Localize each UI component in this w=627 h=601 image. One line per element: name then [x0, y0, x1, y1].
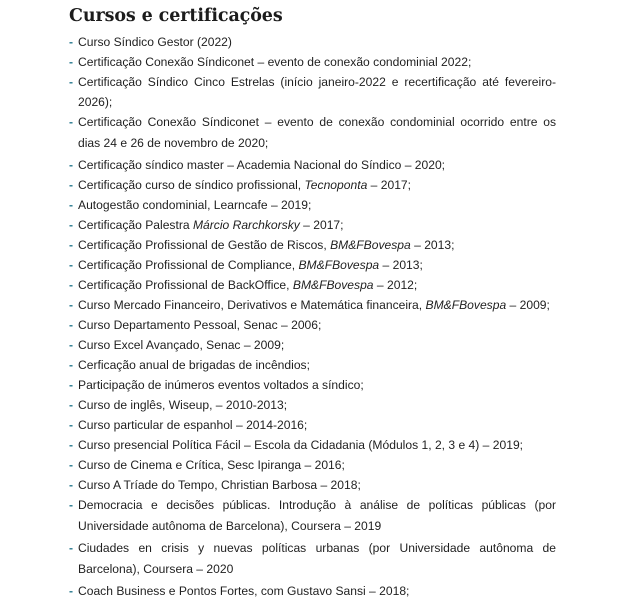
- plain-text: Certificação Profissional de BackOffice,: [78, 278, 293, 292]
- list-item-label: [78, 418, 307, 432]
- plain-text: Cerficação anual de brigadas de incêndios;: [78, 358, 310, 372]
- list-item-label: [78, 541, 556, 576]
- emphasized-text: BM&FBovespa: [292, 278, 374, 292]
- list-item-label: [78, 278, 417, 292]
- list-item-label: [78, 458, 345, 472]
- list-item: [69, 315, 556, 335]
- list-item: [69, 415, 556, 435]
- bullet-dash-icon: -: [69, 498, 74, 512]
- emphasized-text: Tecnoponta: [304, 178, 368, 192]
- bullet-dash-icon: -: [69, 478, 74, 492]
- bullet-dash-icon: -: [69, 298, 74, 312]
- bullet-dash-icon: -: [69, 438, 74, 452]
- list-item-label: [78, 198, 311, 212]
- list-item-label: [78, 358, 310, 372]
- bullet-dash-icon: -: [69, 338, 74, 352]
- plain-text: Certificação síndico master – Academia Nacional do Síndico – 2020;: [78, 158, 446, 172]
- list-item: [69, 538, 556, 581]
- plain-text: Curso Mercado Financeiro, Derivativos e Matemática financeira,: [78, 298, 426, 312]
- list-item-label: [78, 438, 523, 452]
- list-item-label: [78, 55, 471, 69]
- list-item: [69, 155, 556, 175]
- courses-certifications-section: [69, 0, 556, 601]
- page-title: Cursos e certificações: [69, 6, 283, 26]
- plain-text: Certificação Conexão Síndiconet – evento de conexão condominial 2022;: [78, 55, 472, 69]
- list-item-label: [78, 498, 556, 533]
- list-item: [69, 72, 556, 112]
- plain-text: Participação de inúmeros eventos voltados a síndico;: [78, 378, 364, 392]
- list-item: [69, 581, 556, 601]
- bullet-dash-icon: -: [69, 378, 74, 392]
- list-item-label: [78, 218, 344, 232]
- plain-text: Certificação curso de síndico profissional,: [78, 178, 305, 192]
- plain-text: Ciudades en crisis y nuevas políticas urbanas (por Universidade autônoma de Barcelona), Coursera – 2020: [78, 541, 556, 576]
- list-item: [69, 355, 556, 375]
- list-item: [69, 255, 556, 275]
- bullet-dash-icon: -: [69, 418, 74, 432]
- list-item-label: [78, 378, 364, 392]
- list-item-label: [78, 398, 287, 412]
- emphasized-text: Márcio Rarchkorsky: [192, 218, 300, 232]
- plain-text: Certificação Profissional de Gestão de Riscos,: [78, 238, 331, 252]
- list-item: [69, 335, 556, 355]
- plain-text: Curso de Cinema e Crítica, Sesc Ipiranga – 2016;: [78, 458, 345, 472]
- list-item: [69, 275, 556, 295]
- list-item: [69, 375, 556, 395]
- bullet-dash-icon: -: [69, 35, 74, 49]
- plain-text: Certificação Profissional de Compliance,: [78, 258, 299, 272]
- list-item: [69, 112, 556, 155]
- list-item: [69, 215, 556, 235]
- list-item-label: [78, 318, 321, 332]
- plain-text: – 2017;: [299, 218, 344, 232]
- list-item: [69, 32, 556, 52]
- plain-text: – 2013;: [379, 258, 423, 272]
- plain-text: – 2013;: [410, 238, 455, 252]
- plain-text: Curso presencial Política Fácil – Escola da Cidadania (Módulos 1, 2, 3 e 4) – 2019;: [78, 438, 524, 452]
- list-item-label: [78, 158, 445, 172]
- list-item: [69, 495, 556, 538]
- plain-text: – 2012;: [373, 278, 418, 292]
- bullet-dash-icon: -: [69, 55, 74, 69]
- plain-text: Certificação Síndico Cinco Estrelas (início janeiro-2022 e recertificação até fevereiro-2026);: [78, 75, 556, 109]
- plain-text: Curso particular de espanhol – 2014-2016;: [78, 418, 308, 432]
- bullet-dash-icon: -: [69, 238, 74, 252]
- plain-text: Certificação Palestra: [78, 218, 193, 232]
- bullet-dash-icon: -: [69, 541, 74, 555]
- list-item-label: [78, 115, 556, 150]
- bullet-dash-icon: -: [69, 75, 74, 89]
- list-item: [69, 235, 556, 255]
- list-item: [69, 455, 556, 475]
- plain-text: – 2017;: [367, 178, 412, 192]
- bullet-dash-icon: -: [69, 318, 74, 332]
- list-item-label: [78, 478, 361, 492]
- list-item: [69, 395, 556, 415]
- plain-text: Curso Excel Avançado, Senac – 2009;: [78, 338, 285, 352]
- list-item: [69, 435, 556, 455]
- bullet-dash-icon: -: [69, 258, 74, 272]
- list-item-label: [78, 338, 284, 352]
- bullet-dash-icon: -: [69, 458, 74, 472]
- bullet-dash-icon: -: [69, 218, 74, 232]
- plain-text: Curso Departamento Pessoal, Senac – 2006;: [78, 318, 322, 332]
- list-item-label: [78, 298, 550, 312]
- emphasized-text: BM&FBovespa: [330, 238, 411, 252]
- list-item: [69, 475, 556, 495]
- list-item-label: [78, 584, 409, 598]
- list-item: [69, 195, 556, 215]
- bullet-dash-icon: -: [69, 584, 74, 598]
- list-item: [69, 52, 556, 72]
- list-item-label: [78, 178, 411, 192]
- bullet-dash-icon: -: [69, 115, 74, 129]
- list-item-label: [78, 238, 454, 252]
- emphasized-text: BM&FBovespa: [425, 298, 507, 312]
- certifications-list: [69, 32, 556, 601]
- plain-text: Curso A Tríade do Tempo, Christian Barbosa – 2018;: [78, 478, 361, 492]
- bullet-dash-icon: -: [69, 178, 74, 192]
- plain-text: Autogestão condominial, Learncafe – 2019;: [78, 198, 312, 212]
- plain-text: Certificação Conexão Síndiconet – evento de conexão condominial ocorrido entre os dias 24 e 26 de novembro de 2020;: [78, 115, 556, 150]
- bullet-dash-icon: -: [69, 158, 74, 172]
- plain-text: Democracia e decisões públicas. Introdução à análise de políticas públicas (por Universidade autônoma de Barcelona), Coursera – 2019: [78, 498, 556, 533]
- bullet-dash-icon: -: [69, 398, 74, 412]
- list-item: [69, 175, 556, 195]
- plain-text: Curso Síndico Gestor (2022): [78, 35, 232, 49]
- list-item-label: [78, 35, 232, 49]
- list-item-label: [78, 258, 423, 272]
- plain-text: Coach Business e Pontos Fortes, com Gustavo Sansi – 2018;: [78, 584, 410, 598]
- bullet-dash-icon: -: [69, 358, 74, 372]
- list-item-label: [78, 75, 556, 109]
- emphasized-text: BM&FBovespa: [298, 258, 380, 272]
- list-item: [69, 295, 556, 315]
- plain-text: – 2009;: [506, 298, 550, 312]
- plain-text: Curso de inglês, Wiseup, – 2010-2013;: [78, 398, 288, 412]
- bullet-dash-icon: -: [69, 198, 74, 212]
- bullet-dash-icon: -: [69, 278, 74, 292]
